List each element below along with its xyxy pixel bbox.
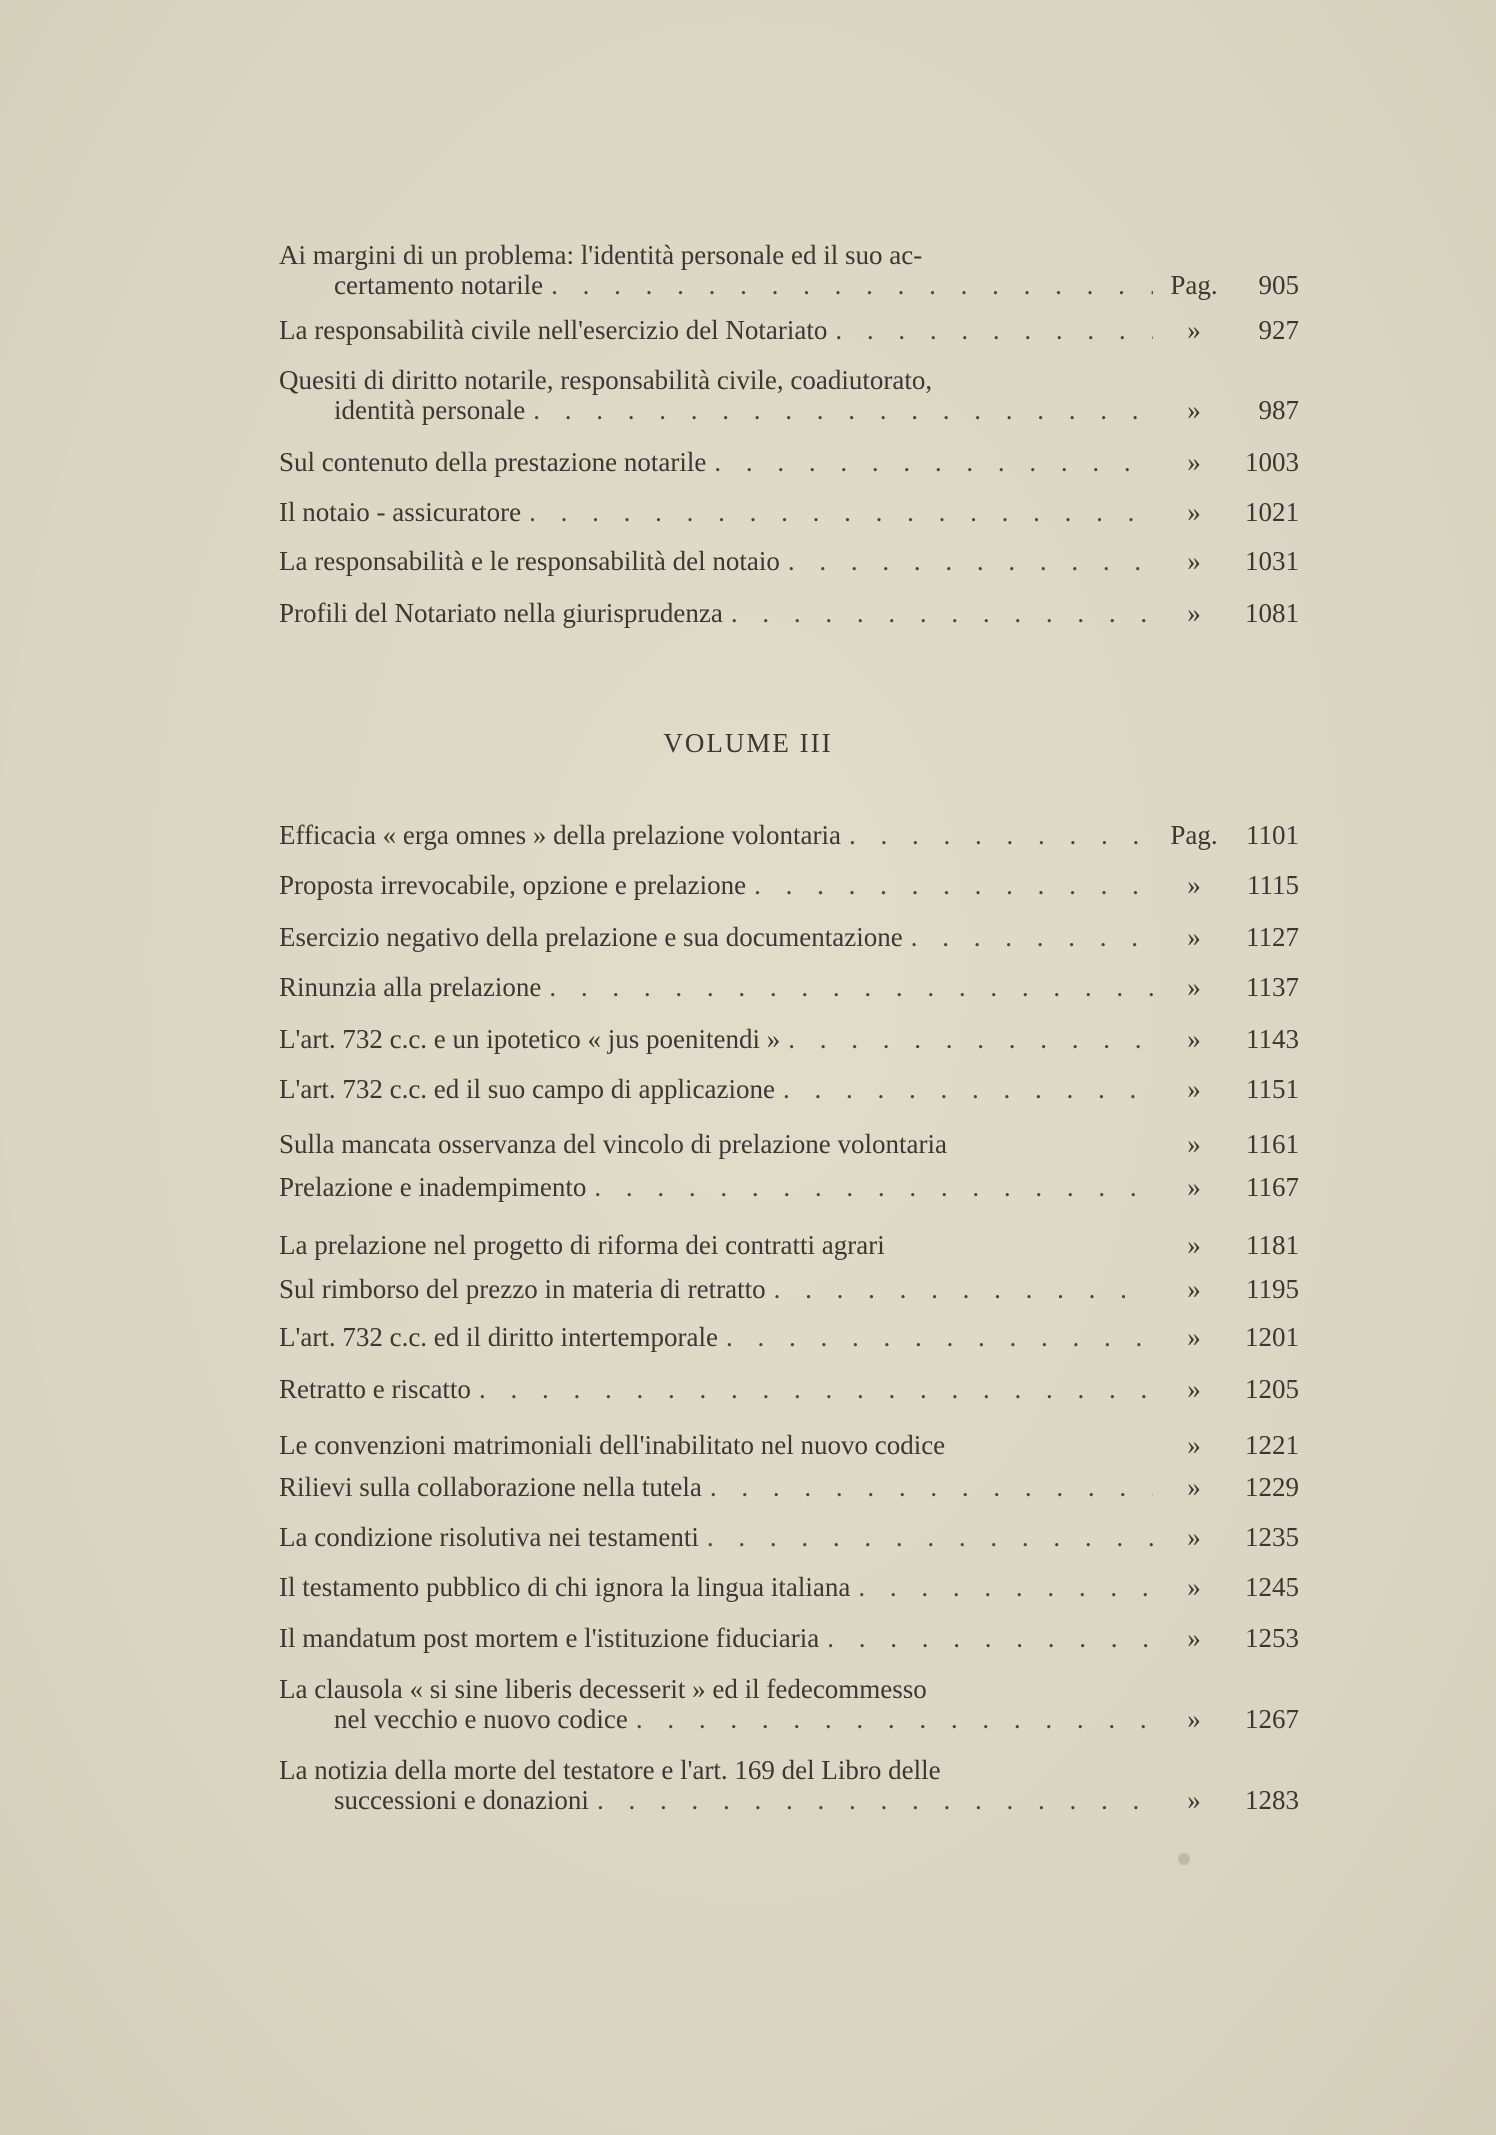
toc-entry-title: nel vecchio e nuovo codice: [334, 1704, 628, 1734]
toc-entry: [279, 1123, 1299, 1159]
toc-entry-title: La responsabilità civile nell'esercizio del Notariato: [279, 315, 828, 345]
dot-leader: [788, 1024, 1153, 1054]
toc-entry-title: L'art. 732 c.c. ed il diritto intertemporale: [279, 1322, 718, 1352]
toc-entry: [279, 1424, 1299, 1460]
toc-entry: [279, 240, 1299, 300]
page-prefix: »: [1187, 1129, 1201, 1159]
dot-leader: [533, 395, 1153, 425]
page-number: 1221: [1245, 1430, 1299, 1460]
toc-entry-title: La condizione risolutiva nei testamenti: [279, 1522, 699, 1552]
page-number: 1115: [1247, 870, 1299, 900]
dot-leader: [858, 1572, 1153, 1602]
toc-entry: [279, 1472, 1299, 1502]
toc-entry: [279, 1274, 1299, 1304]
page-number: 1181: [1246, 1230, 1299, 1260]
page-prefix: »: [1187, 1785, 1201, 1815]
dot-leader: [953, 1424, 1153, 1454]
toc-entry-title: Il mandatum post mortem e l'istituzione fiduciaria: [279, 1623, 820, 1653]
page-number: 1167: [1246, 1172, 1299, 1202]
toc-entry: [279, 598, 1299, 628]
page-number: 905: [1258, 270, 1299, 300]
page-number: 1235: [1245, 1522, 1299, 1552]
page-number: 1253: [1245, 1623, 1299, 1653]
toc-entry-title: La responsabilità e le responsabilità del notaio: [279, 546, 780, 576]
toc-entry-title-line: Quesiti di diritto notarile, responsabilità civile, coadiutorato,: [279, 365, 933, 395]
dot-leader: [479, 1374, 1153, 1404]
dot-leader: [911, 922, 1153, 952]
page-number: 1021: [1245, 497, 1299, 527]
toc-entry-title: Le convenzioni matrimoniali dell'inabilitato nel nuovo codice: [279, 1430, 946, 1460]
toc-entry: [279, 820, 1299, 850]
toc-entry: [279, 1623, 1299, 1653]
toc-entry: [279, 497, 1299, 527]
toc-entry: [279, 1322, 1299, 1352]
page-number: 1161: [1246, 1129, 1299, 1159]
page-number: 1031: [1245, 546, 1299, 576]
toc-entry-title: L'art. 732 c.c. e un ipotetico « jus poenitendi »: [279, 1024, 781, 1054]
toc-entry-title: Esercizio negativo della prelazione e sua documentazione: [279, 922, 903, 952]
page-prefix: »: [1187, 546, 1201, 576]
page-prefix: »: [1187, 1572, 1201, 1602]
dot-leader: [529, 497, 1153, 527]
toc-entry: [279, 447, 1299, 477]
dot-leader: [754, 870, 1153, 900]
toc-entry: [279, 870, 1299, 900]
page-number: 1267: [1245, 1704, 1299, 1734]
page-number: 1201: [1245, 1322, 1299, 1352]
page-number: 1101: [1246, 820, 1299, 850]
dot-leader: [827, 1623, 1153, 1653]
toc-entry: [279, 1572, 1299, 1602]
page-prefix: »: [1187, 1074, 1201, 1104]
toc-entry-title: Il notaio - assicuratore: [279, 497, 522, 527]
dot-leader: [955, 1123, 1153, 1153]
toc-entry: [279, 315, 1299, 345]
toc-entry-title: Sul contenuto della prestazione notarile: [279, 447, 707, 477]
page-number: 927: [1258, 315, 1299, 345]
page-prefix: »: [1187, 1172, 1201, 1202]
page-prefix: »: [1187, 1623, 1201, 1653]
toc-entry-title: identità personale: [334, 395, 526, 425]
page-prefix: »: [1187, 1024, 1201, 1054]
page-prefix: »: [1187, 315, 1201, 345]
dot-leader: [788, 546, 1153, 576]
toc-entry: [279, 1074, 1299, 1104]
toc-entry-title: Sulla mancata osservanza del vincolo di prelazione volontaria: [279, 1129, 947, 1159]
page-number: 987: [1258, 395, 1299, 425]
page-number: 1137: [1246, 972, 1299, 1002]
dot-leader: [783, 1074, 1153, 1104]
toc-entry: [279, 922, 1299, 952]
dot-leader: [893, 1224, 1153, 1254]
page-number: 1003: [1245, 447, 1299, 477]
paper-stain: [1178, 1853, 1190, 1865]
toc-entry-title: successioni e donazioni: [334, 1785, 589, 1815]
page-prefix: »: [1187, 1374, 1201, 1404]
dot-leader: [594, 1172, 1153, 1202]
page-prefix: »: [1187, 395, 1201, 425]
dot-leader: [714, 447, 1153, 477]
page-prefix: »: [1187, 1704, 1201, 1734]
toc-entry-title: Prelazione e inadempimento: [279, 1172, 587, 1202]
toc-entry: [279, 1522, 1299, 1552]
page-prefix: »: [1187, 922, 1201, 952]
toc-entry-title: Sul rimborso del prezzo in materia di retratto: [279, 1274, 766, 1304]
page-number: 1283: [1245, 1785, 1299, 1815]
page-number: 1229: [1245, 1472, 1299, 1502]
toc-entry: [279, 1755, 1299, 1815]
dot-leader: [849, 820, 1153, 850]
toc-entry: [279, 1674, 1299, 1734]
page-prefix: »: [1187, 598, 1201, 628]
page-prefix: Pag.: [1170, 270, 1218, 300]
toc-entry: [279, 365, 1299, 425]
toc-entry: [279, 972, 1299, 1002]
page-prefix: »: [1187, 1274, 1201, 1304]
toc-entry-title: Il testamento pubblico di chi ignora la lingua italiana: [279, 1572, 851, 1602]
page-prefix: »: [1187, 972, 1201, 1002]
dot-leader: [726, 1322, 1153, 1352]
toc-entry-title: Profili del Notariato nella giurisprudenza: [279, 598, 723, 628]
dot-leader: [551, 270, 1153, 300]
toc-entry: [279, 1374, 1299, 1404]
toc-entry-title: L'art. 732 c.c. ed il suo campo di applicazione: [279, 1074, 775, 1104]
page-prefix: »: [1187, 1230, 1201, 1260]
toc-entry-title: Efficacia « erga omnes » della prelazione volontaria: [279, 820, 842, 850]
dot-leader: [707, 1522, 1153, 1552]
toc-entry-title: La prelazione nel progetto di riforma dei contratti agrari: [279, 1230, 885, 1260]
page-number: 1205: [1245, 1374, 1299, 1404]
page-prefix: »: [1187, 1472, 1201, 1502]
page-number: 1127: [1246, 922, 1299, 952]
page-prefix: »: [1187, 1522, 1201, 1552]
dot-leader: [710, 1472, 1153, 1502]
toc-entry-title: Rinunzia alla prelazione: [279, 972, 542, 1002]
dot-leader: [731, 598, 1153, 628]
toc-entry-title-line: La clausola « si sine liberis decesserit » ed il fedecommesso: [279, 1674, 927, 1704]
page-prefix: Pag.: [1170, 820, 1218, 850]
page-prefix: »: [1187, 870, 1201, 900]
toc-entry-title: Rilievi sulla collaborazione nella tutela: [279, 1472, 702, 1502]
toc-entry: [279, 546, 1299, 576]
toc-entry-title-line: La notizia della morte del testatore e l'art. 169 del Libro delle: [279, 1755, 941, 1785]
toc-entry-title-line: Ai margini di un problema: l'identità personale ed il suo ac-: [279, 240, 923, 270]
dot-leader: [549, 972, 1153, 1002]
page-number: 1151: [1246, 1074, 1299, 1104]
toc-entry-title: Retratto e riscatto: [279, 1374, 471, 1404]
page-number: 1245: [1245, 1572, 1299, 1602]
page-prefix: »: [1187, 1430, 1201, 1460]
dot-leader: [636, 1704, 1153, 1734]
toc-entry-title: certamento notarile: [334, 270, 544, 300]
toc-entry: [279, 1024, 1299, 1054]
toc-entry: [279, 1172, 1299, 1202]
toc-entry: [279, 1224, 1299, 1260]
page-prefix: »: [1187, 447, 1201, 477]
page-number: 1143: [1246, 1024, 1299, 1054]
dot-leader: [835, 315, 1153, 345]
page-number: 1195: [1246, 1274, 1299, 1304]
page-prefix: »: [1187, 1322, 1201, 1352]
toc-entry-title: Proposta irrevocabile, opzione e prelazione: [279, 870, 747, 900]
page-number: 1081: [1245, 598, 1299, 628]
dot-leader: [597, 1785, 1153, 1815]
page-prefix: »: [1187, 497, 1201, 527]
dot-leader: [774, 1274, 1153, 1304]
volume-iii-heading: VOLUME III: [663, 728, 833, 758]
